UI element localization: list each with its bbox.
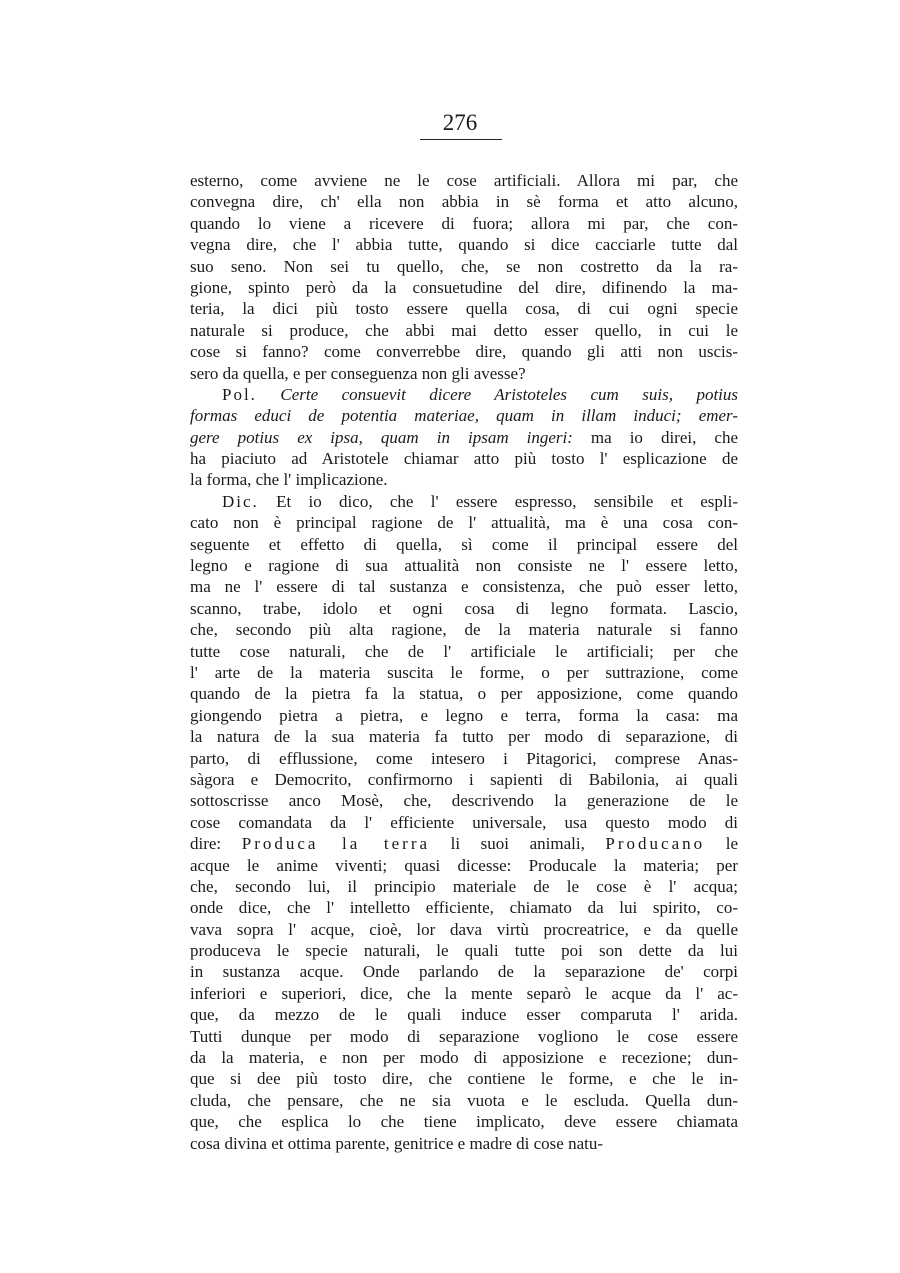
text-run: Et io dico, che l' essere espresso, sensibile et espli- xyxy=(258,491,738,511)
text-run: cluda, che pensare, che ne sia vuota e le escluda. Quella dun- xyxy=(190,1090,738,1110)
text-run: cose si fanno? come converrebbe dire, quando gli atti non uscis- xyxy=(190,342,738,362)
text-run: convegna dire, ch' ella non abbia in sè forma et atto alcuno, xyxy=(190,192,738,212)
text-line xyxy=(190,726,738,747)
text-run: la natura de la sua materia fa tutto per modo di separazione, di xyxy=(190,727,738,747)
text-run: cose comandata da l' efficiente universale, usa questo modo di xyxy=(190,812,738,832)
text-line xyxy=(190,598,738,619)
text-line xyxy=(190,405,738,426)
text-run: sàgora e Democrito, confirmorno i sapienti di Babilonia, ai quali xyxy=(190,769,738,789)
text-line xyxy=(190,919,738,940)
text-line xyxy=(190,534,738,555)
text-line xyxy=(190,790,738,811)
quoted-phrase: Produca la terra xyxy=(241,834,431,854)
text-run: che, secondo più alta ragione, de la materia naturale si fanno xyxy=(190,620,738,640)
text-run: acque le anime viventi; quasi dicesse: Producale la materia; per xyxy=(190,855,738,875)
text-line xyxy=(190,448,738,469)
text-line xyxy=(190,234,738,255)
text-run: che, secondo lui, il principio materiale de le cose è l' acqua; xyxy=(190,876,738,896)
text-run: cosa divina et ottima parente, genitrice e madre di cose natu- xyxy=(190,1133,604,1153)
text-line xyxy=(190,555,738,576)
text-line xyxy=(190,619,738,640)
text-run: quando lo viene a ricevere di fuora; allora mi par, che con- xyxy=(190,213,738,233)
text-run: que, da mezzo de le quali induce esser comparuta l' arida. xyxy=(190,1005,738,1025)
text-line xyxy=(190,170,738,191)
latin-quote: Certe consuevit dicere Aristoteles cum suis, potius xyxy=(280,384,738,404)
text-line xyxy=(190,1133,738,1154)
text-run: inferiori e superiori, dice, che la mente separò le acque da l' ac- xyxy=(190,983,738,1003)
text-run: legno e ragione di sua attualità non consiste ne l' essere letto, xyxy=(190,556,738,576)
text-line xyxy=(190,641,738,662)
text-line xyxy=(190,1068,738,1089)
text-line xyxy=(190,940,738,961)
text-run: dire: xyxy=(190,834,242,854)
text-line xyxy=(190,363,738,384)
text-run: cato non è principal ragione de l' attualità, ma è una cosa con- xyxy=(190,513,738,533)
text-run: li suoi animali, xyxy=(430,834,606,854)
speaker-name: Pol. xyxy=(222,384,257,404)
text-line xyxy=(190,1026,738,1047)
latin-quote: formas educi de potentia materiae, quam in illam induci; emer- xyxy=(190,406,738,426)
text-line xyxy=(190,213,738,234)
text-line xyxy=(190,961,738,982)
text-run: naturale si produce, che abbi mai detto esser quello, in cui le xyxy=(190,320,738,340)
text-line xyxy=(190,384,738,405)
text-line xyxy=(190,1090,738,1111)
text-run: seguente et effetto di quella, sì come il principal essere del xyxy=(190,534,738,554)
text-run xyxy=(257,385,280,404)
text-run: produceva le specie naturali, le quali tutte poi son dette da lui xyxy=(190,941,738,961)
text-run: le xyxy=(705,834,738,854)
text-run: teria, la dici più tosto essere quella cosa, di cui ogni specie xyxy=(190,299,738,319)
quoted-phrase: Producano xyxy=(605,834,706,854)
body-text xyxy=(190,170,738,1154)
text-run: vegna dire, che l' abbia tutte, quando si dice cacciarle tutte dal xyxy=(190,235,738,255)
text-run: in sustanza acque. Onde parlando de la separazione de' corpi xyxy=(190,962,738,982)
text-run: que si dee più tosto dire, che contiene le forme, e che le in- xyxy=(190,1069,738,1089)
text-run: esterno, come avviene ne le cose artificiali. Allora mi par, che xyxy=(190,171,738,190)
text-line xyxy=(190,191,738,212)
text-run: que, che esplica lo che tiene implicato, deve essere chiamata xyxy=(190,1112,738,1132)
text-line xyxy=(190,683,738,704)
text-line xyxy=(190,855,738,876)
text-line xyxy=(190,320,738,341)
text-line xyxy=(190,705,738,726)
text-line xyxy=(190,983,738,1004)
text-run: scanno, trabe, idolo et ogni cosa di legno formata. Lascio, xyxy=(190,598,738,618)
text-run: quando de la pietra fa la statua, o per apposizione, come quando xyxy=(190,684,738,704)
text-line xyxy=(190,512,738,533)
text-run: ha piaciuto ad Aristotele chiamar atto più tosto l' esplicazione de xyxy=(190,449,738,469)
text-line xyxy=(190,1004,738,1025)
text-run: gione, spinto però da la consuetudine del dire, difinendo la ma- xyxy=(190,277,738,297)
text-run: sero da quella, e per conseguenza non gli avesse? xyxy=(190,363,526,383)
text-run: suo seno. Non sei tu quello, che, se non costretto da la ra- xyxy=(190,256,738,276)
text-run: Tutti dunque per modo di separazione vogliono le cose essere xyxy=(190,1026,738,1046)
page-number: 276 xyxy=(442,110,478,135)
text-run: da la materia, e non per modo di apposizione e recezione; dun- xyxy=(190,1048,738,1068)
text-line xyxy=(190,427,738,448)
text-line xyxy=(190,298,738,319)
header-rule xyxy=(420,139,502,140)
text-line xyxy=(190,1111,738,1132)
text-line xyxy=(190,833,738,854)
text-run: tutte cose naturali, che de l' artificiale le artificiali; per che xyxy=(190,641,738,661)
text-line xyxy=(190,897,738,918)
text-line xyxy=(190,469,738,490)
text-line xyxy=(190,277,738,298)
latin-quote: gere potius ex ipsa, quam in ipsam ingeri: xyxy=(190,427,573,447)
text-run: ma io direi, che xyxy=(572,427,738,447)
text-line xyxy=(190,876,738,897)
text-run: vava sopra l' acque, cioè, lor dava virtù procreatrice, e da quelle xyxy=(190,919,738,939)
text-run: giongendo pietra a pietra, e legno e terra, forma la casa: ma xyxy=(190,705,738,725)
text-run: l' arte de la materia suscita le forme, o per suttrazione, come xyxy=(190,662,738,682)
text-run: ma ne l' essere di tal sustanza e consistenza, che può esser letto, xyxy=(190,577,738,597)
speaker-name: Dic. xyxy=(222,491,259,511)
text-line xyxy=(190,491,738,512)
text-line xyxy=(190,1047,738,1068)
text-run: parto, di efflussione, come intesero i Pitagorici, comprese Anas- xyxy=(190,748,738,768)
text-run: sottoscrisse anco Mosè, che, descrivendo la generazione de le xyxy=(190,791,738,811)
text-line xyxy=(190,812,738,833)
text-line xyxy=(190,662,738,683)
text-line xyxy=(190,341,738,362)
text-line xyxy=(190,748,738,769)
text-line xyxy=(190,576,738,597)
text-run: la forma, che l' implicazione. xyxy=(190,470,388,490)
text-line xyxy=(190,769,738,790)
text-run: onde dice, che l' intelletto efficiente, chiamato da lui spirito, co- xyxy=(190,898,738,918)
text-line xyxy=(190,256,738,277)
